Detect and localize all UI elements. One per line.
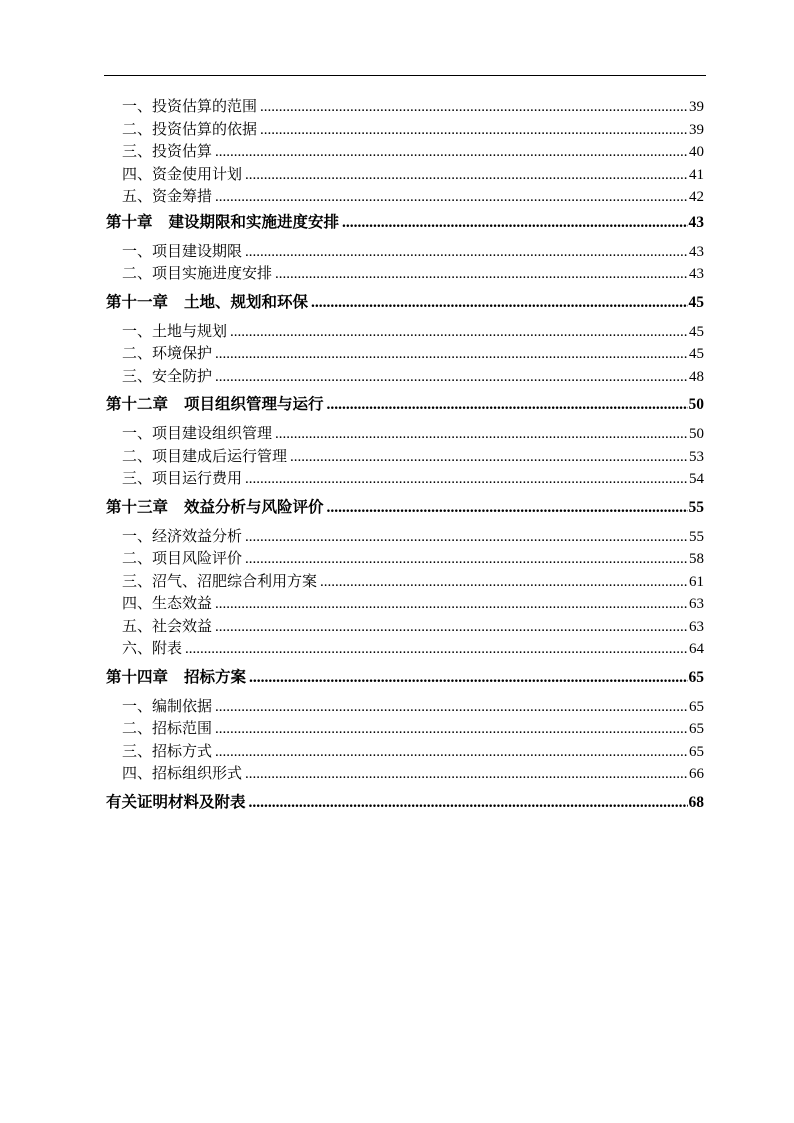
toc-dot-leader <box>215 721 688 738</box>
toc-page-number: 40 <box>689 144 704 160</box>
toc-page-number: 54 <box>689 471 704 487</box>
toc-page-number: 64 <box>689 641 704 657</box>
toc-dot-leader <box>245 551 688 568</box>
toc-page-number: 42 <box>689 189 704 205</box>
toc-section-label: 二、投资估算的依据 <box>122 119 258 138</box>
toc-dot-leader <box>249 794 688 812</box>
toc-page-number: 65 <box>689 721 704 737</box>
toc-section-label: 一、项目建设期限 <box>122 241 243 260</box>
toc-section-label: 一、编制依据 <box>122 696 213 715</box>
toc-dot-leader <box>342 214 687 232</box>
toc-section-label: 五、资金筹措 <box>122 187 213 205</box>
toc-dot-leader <box>260 99 688 116</box>
toc-section-label: 四、资金使用计划 <box>122 164 243 183</box>
toc-dot-leader <box>215 144 688 161</box>
toc-section-row[interactable] <box>106 762 704 785</box>
toc-dot-leader <box>245 244 688 261</box>
toc-section-label: 三、投资估算 <box>122 142 213 160</box>
toc-page-number: 55 <box>688 498 704 516</box>
toc-section-row[interactable] <box>106 240 704 263</box>
toc-section-label: 一、投资估算的范围 <box>122 97 258 115</box>
toc-section-label: 一、项目建设组织管理 <box>122 424 273 442</box>
toc-chapter-title: 建设期限和实施进度安排 <box>168 211 340 231</box>
toc-chapter-title: 招标方案 <box>184 666 247 686</box>
toc-page-number: 43 <box>689 266 704 282</box>
toc-page-number: 63 <box>689 618 704 635</box>
toc-page-number: 39 <box>689 99 704 115</box>
toc-chapter-title: 项目组织管理与运行 <box>184 394 324 413</box>
toc-section-row[interactable] <box>106 717 704 740</box>
toc-chapter-row[interactable] <box>106 290 704 316</box>
toc-page-number: 63 <box>689 596 704 612</box>
toc-dot-leader <box>215 619 688 636</box>
toc-dot-leader <box>185 641 688 658</box>
toc-section-row[interactable] <box>106 365 704 388</box>
toc-page-number: 55 <box>689 528 704 545</box>
toc-page-number: 61 <box>689 573 704 590</box>
toc-dot-leader <box>275 426 688 443</box>
toc-section-row[interactable] <box>106 637 704 660</box>
toc-section-row[interactable] <box>106 445 704 468</box>
toc-dot-leader <box>290 449 688 466</box>
toc-chapter-label <box>106 495 324 517</box>
table-of-contents <box>106 95 704 820</box>
toc-dot-leader <box>327 396 688 414</box>
toc-section-label: 三、沼气、沼肥综合利用方案 <box>122 571 318 590</box>
toc-chapter-number: 有关证明材料及附表 <box>106 791 246 811</box>
toc-chapter-row[interactable] <box>106 392 704 418</box>
toc-dot-leader <box>260 122 688 139</box>
toc-page-number: 53 <box>689 448 704 465</box>
toc-section-label: 六、附表 <box>122 639 183 657</box>
toc-chapter-row[interactable] <box>106 665 704 691</box>
toc-section-row[interactable] <box>106 320 704 343</box>
toc-section-row[interactable] <box>106 342 704 365</box>
toc-dot-leader <box>215 346 688 363</box>
header-rule <box>104 75 706 76</box>
toc-section-row[interactable] <box>106 592 704 615</box>
toc-dot-leader <box>320 574 688 591</box>
toc-dot-leader <box>215 596 688 613</box>
toc-page-number: 65 <box>688 668 704 686</box>
toc-section-row[interactable] <box>106 262 704 285</box>
toc-section-label: 一、土地与规划 <box>122 321 228 340</box>
toc-page-number: 65 <box>689 698 704 715</box>
toc-dot-leader <box>215 369 688 386</box>
toc-page-number: 68 <box>688 793 704 811</box>
toc-chapter-row[interactable] <box>106 210 704 236</box>
toc-section-row[interactable] <box>106 547 704 570</box>
toc-page-number: 45 <box>689 323 704 340</box>
toc-chapter-label <box>106 210 339 232</box>
toc-section-label: 二、招标范围 <box>122 719 213 737</box>
toc-section-row[interactable] <box>106 695 704 718</box>
toc-dot-leader <box>215 699 688 716</box>
toc-section-label: 二、环境保护 <box>122 344 213 362</box>
toc-section-label: 二、项目建成后运行管理 <box>122 446 288 465</box>
toc-dot-leader <box>245 529 688 546</box>
toc-section-label: 三、项目运行费用 <box>122 469 243 487</box>
toc-page-number: 45 <box>689 346 704 362</box>
toc-dot-leader <box>249 669 687 687</box>
toc-page-number: 65 <box>689 743 704 760</box>
toc-chapter-number: 第十四章 <box>106 666 169 686</box>
toc-section-label: 一、经济效益分析 <box>122 526 243 545</box>
toc-page-number: 43 <box>688 213 704 231</box>
toc-section-row[interactable] <box>106 95 704 118</box>
toc-chapter-title: 效益分析与风险评价 <box>184 496 324 516</box>
toc-page-number: 43 <box>689 243 704 260</box>
toc-section-label: 二、项目风险评价 <box>122 549 243 567</box>
toc-chapter-label <box>106 392 324 414</box>
toc-chapter-label <box>106 790 246 812</box>
toc-page-number: 45 <box>688 293 704 311</box>
toc-dot-leader <box>275 266 688 283</box>
toc-chapter-title: 土地、规划和环保 <box>184 291 309 311</box>
toc-page-number: 66 <box>689 766 704 782</box>
toc-dot-leader <box>327 499 688 517</box>
toc-page-number: 50 <box>689 426 704 442</box>
toc-section-row[interactable] <box>106 615 704 638</box>
toc-section-row[interactable] <box>106 422 704 445</box>
toc-page-number: 41 <box>689 166 704 183</box>
toc-chapter-label <box>106 665 246 687</box>
toc-dot-leader <box>245 167 688 184</box>
toc-section-row[interactable] <box>106 163 704 186</box>
toc-page-number: 58 <box>689 551 704 567</box>
toc-dot-leader <box>245 471 688 488</box>
toc-chapter-label <box>106 290 308 312</box>
toc-section-label: 三、招标方式 <box>122 741 213 760</box>
toc-chapter-number: 第十二章 <box>106 394 169 413</box>
toc-section-label: 五、社会效益 <box>122 616 213 635</box>
toc-section-row[interactable] <box>106 118 704 141</box>
toc-page-number: 48 <box>689 368 704 385</box>
toc-chapter-row[interactable] <box>106 495 704 521</box>
toc-section-row[interactable] <box>106 740 704 763</box>
toc-section-label: 四、招标组织形式 <box>122 764 243 782</box>
toc-chapter-row[interactable] <box>106 790 704 816</box>
toc-chapter-number: 第十章 <box>106 211 153 231</box>
toc-section-label: 二、项目实施进度安排 <box>122 264 273 282</box>
toc-section-label: 三、安全防护 <box>122 366 213 385</box>
toc-section-row[interactable] <box>106 467 704 490</box>
toc-page-number: 39 <box>689 121 704 138</box>
toc-section-row[interactable] <box>106 525 704 548</box>
toc-section-label: 四、生态效益 <box>122 594 213 612</box>
toc-section-row[interactable] <box>106 185 704 208</box>
toc-section-row[interactable] <box>106 570 704 593</box>
toc-chapter-number: 第十一章 <box>106 291 169 311</box>
toc-dot-leader <box>215 744 688 761</box>
toc-dot-leader <box>245 766 688 783</box>
toc-chapter-number: 第十三章 <box>106 496 169 516</box>
toc-dot-leader <box>215 189 688 206</box>
toc-dot-leader <box>230 324 688 341</box>
toc-section-row[interactable] <box>106 140 704 163</box>
toc-dot-leader <box>311 294 687 312</box>
toc-page-number: 50 <box>688 396 704 413</box>
